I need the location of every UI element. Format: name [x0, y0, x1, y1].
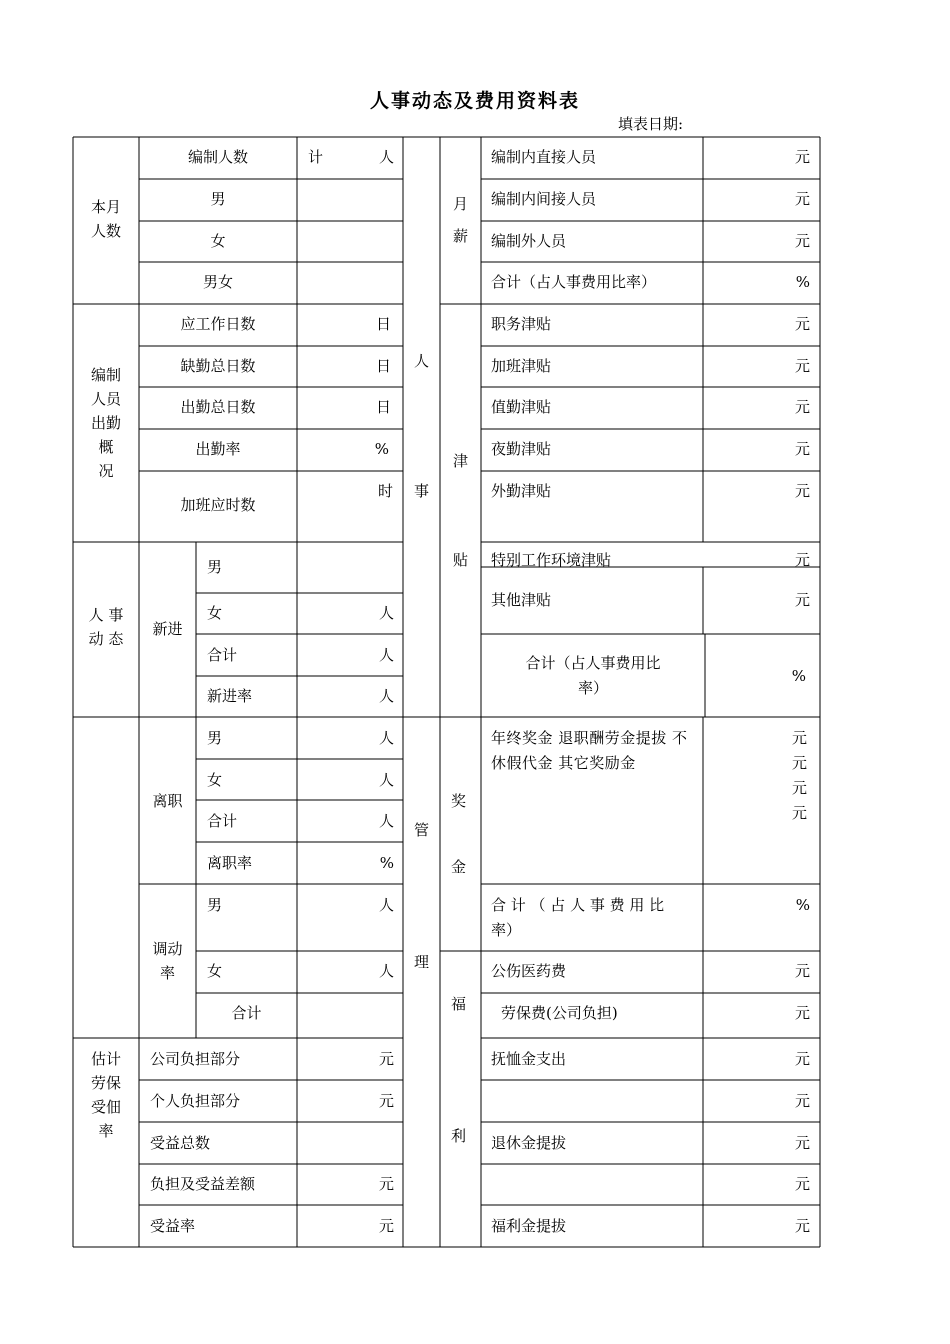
headcount-female-label: 女 — [210, 232, 226, 250]
allowance-row-unit: 元 — [794, 398, 810, 416]
salary-row-unit: 元 — [794, 190, 810, 208]
monthly-headcount-group-label: 本月 人数 — [90, 198, 121, 240]
allowance-row-unit: 元 — [794, 591, 810, 609]
salary-row-label: 编制内直接人员 — [491, 148, 597, 166]
salary-row-unit: % — [795, 273, 810, 291]
allowance-row-unit: 元 — [794, 315, 810, 333]
resignation-row-label: 男 — [207, 729, 223, 747]
insurance-row-label: 负担及受益差额 — [150, 1175, 256, 1193]
resignation-row-unit: 人 — [378, 729, 394, 747]
salary-row-unit: 元 — [794, 232, 810, 250]
welfare-group-label: 利 — [450, 1127, 466, 1145]
new-hire-row-label: 新进率 — [207, 687, 253, 705]
allowance-row-unit: 元 — [794, 551, 810, 569]
allowance-row-unit: 元 — [794, 357, 810, 375]
fill-date-label: 填表日期: — [618, 115, 684, 133]
welfare-group-label: 福 — [450, 995, 466, 1013]
insurance-row-unit: 元 — [378, 1175, 394, 1193]
bonus-unit: 元 — [791, 729, 807, 747]
transfer-row-label: 合计 — [231, 1004, 262, 1022]
insurance-row-label: 公司负担部分 — [150, 1050, 241, 1068]
attendance-row-unit: 日 — [375, 398, 391, 416]
salary-group-label: 月 — [452, 195, 468, 213]
new-hire-row-label: 合计 — [207, 646, 238, 664]
salary-row-label: 编制内间接人员 — [491, 190, 597, 208]
allowance-group-label: 贴 — [452, 551, 468, 569]
attendance-row-unit: 日 — [375, 357, 391, 375]
transfer-row-label: 男 — [207, 896, 223, 914]
insurance-row-label: 受益率 — [150, 1217, 196, 1235]
attendance-row-unit: % — [374, 440, 389, 458]
salary-group-label: 薪 — [452, 227, 468, 245]
attendance-row-label: 出勤率 — [195, 440, 241, 458]
welfare-row-unit: 元 — [794, 962, 810, 980]
allowance-group-label: 津 — [452, 452, 468, 470]
resignation-row-unit: 人 — [378, 812, 394, 830]
bonus-unit: 元 — [791, 754, 807, 772]
allowance-row-unit: 元 — [794, 440, 810, 458]
allowance-row-label: 加班津贴 — [491, 357, 552, 375]
welfare-row-label: 劳保费(公司负担) — [501, 1004, 618, 1022]
transfer-row-unit: 人 — [378, 962, 394, 980]
salary-row-label: 合计（占人事费用比率） — [491, 273, 657, 291]
headcount-unit-prefix: 计 — [308, 148, 324, 166]
bonus-total-unit: % — [795, 896, 810, 914]
allowance-total-unit: % — [791, 667, 806, 685]
insurance-row-unit: 元 — [378, 1092, 394, 1110]
resignation-row-label: 女 — [207, 771, 223, 789]
bonus-group-label: 金 — [450, 858, 466, 876]
middle-label-guan: 管 — [413, 821, 429, 839]
welfare-row-unit: 元 — [794, 1175, 810, 1193]
attendance-row-label: 加班应时数 — [180, 496, 256, 514]
allowance-row-label: 外勤津贴 — [491, 482, 552, 500]
bonus-unit: 元 — [791, 804, 807, 822]
allowance-total-label: 合计（占人事费用比 率） — [525, 654, 661, 697]
resignation-row-label: 合计 — [207, 812, 238, 830]
new-hire-row-unit: 人 — [378, 604, 394, 622]
allowance-row-label: 值勤津贴 — [491, 398, 552, 416]
new-hire-label: 新进 — [152, 620, 183, 638]
transfer-row-label: 女 — [207, 962, 223, 980]
new-hire-row-unit: 人 — [378, 646, 394, 664]
insurance-row-label: 受益总数 — [150, 1134, 211, 1152]
allowance-row-label: 特别工作环境津贴 — [491, 551, 612, 569]
welfare-row-unit: 元 — [794, 1134, 810, 1152]
resignation-row-label: 离职率 — [207, 854, 253, 872]
bonus-total-label: 合 计 （ 占 人 事 费 用 比 率） — [491, 896, 665, 939]
personnel-movement-group-label: 人 事 动 态 — [88, 606, 124, 648]
welfare-row-label: 退休金提拔 — [491, 1134, 567, 1152]
welfare-row-unit: 元 — [794, 1092, 810, 1110]
attendance-group-label: 编制 人员 出勤 概 况 — [90, 366, 121, 480]
attendance-row-label: 缺勤总日数 — [180, 357, 256, 375]
allowance-row-label: 职务津贴 — [491, 315, 552, 333]
attendance-row-label: 应工作日数 — [180, 315, 256, 333]
welfare-row-label: 公伤医药费 — [491, 962, 567, 980]
insurance-row-label: 个人负担部分 — [150, 1092, 241, 1110]
headcount-male-label: 男 — [210, 190, 226, 208]
headcount-malefemale-label: 男女 — [202, 273, 233, 291]
salary-row-label: 编制外人员 — [491, 232, 567, 250]
middle-label-shi: 事 — [413, 482, 429, 500]
insurance-group-label: 估计 劳保 受佃 率 — [90, 1050, 121, 1140]
welfare-row-label: 福利金提拔 — [491, 1217, 567, 1235]
resignation-row-unit: % — [379, 854, 394, 872]
new-hire-row-label: 男 — [207, 558, 223, 576]
bonus-unit: 元 — [791, 779, 807, 797]
transfer-row-unit: 人 — [378, 896, 394, 914]
resignation-row-unit: 人 — [378, 771, 394, 789]
new-hire-row-unit: 人 — [378, 687, 394, 705]
allowance-row-label: 夜勤津贴 — [491, 440, 552, 458]
allowance-row-unit: 元 — [794, 482, 810, 500]
headcount-unit: 人 — [378, 148, 394, 166]
attendance-row-unit: 日 — [375, 315, 391, 333]
allowance-row-label: 其他津贴 — [491, 591, 552, 609]
insurance-row-unit: 元 — [378, 1217, 394, 1235]
new-hire-row-label: 女 — [207, 604, 223, 622]
page-title: 人事动态及费用资料表 — [369, 90, 580, 112]
welfare-row-unit: 元 — [794, 1217, 810, 1235]
welfare-row-unit: 元 — [794, 1050, 810, 1068]
middle-label-ren: 人 — [413, 352, 429, 370]
insurance-row-unit: 元 — [378, 1050, 394, 1068]
attendance-row-label: 出勤总日数 — [180, 398, 256, 416]
welfare-row-unit: 元 — [794, 1004, 810, 1022]
resignation-label: 离职 — [152, 792, 183, 810]
welfare-row-label: 抚恤金支出 — [491, 1050, 567, 1068]
middle-label-li: 理 — [413, 953, 429, 971]
bonus-group-label: 奖 — [450, 792, 466, 810]
headcount-label: 编制人数 — [187, 148, 248, 166]
bonus-items-text: 年终奖金 退职酬劳金提拔 不休假代金 其它奖励金 — [491, 729, 688, 772]
salary-row-unit: 元 — [794, 148, 810, 166]
transfer-label: 调动 率 — [152, 940, 183, 982]
attendance-row-unit: 时 — [377, 482, 393, 500]
